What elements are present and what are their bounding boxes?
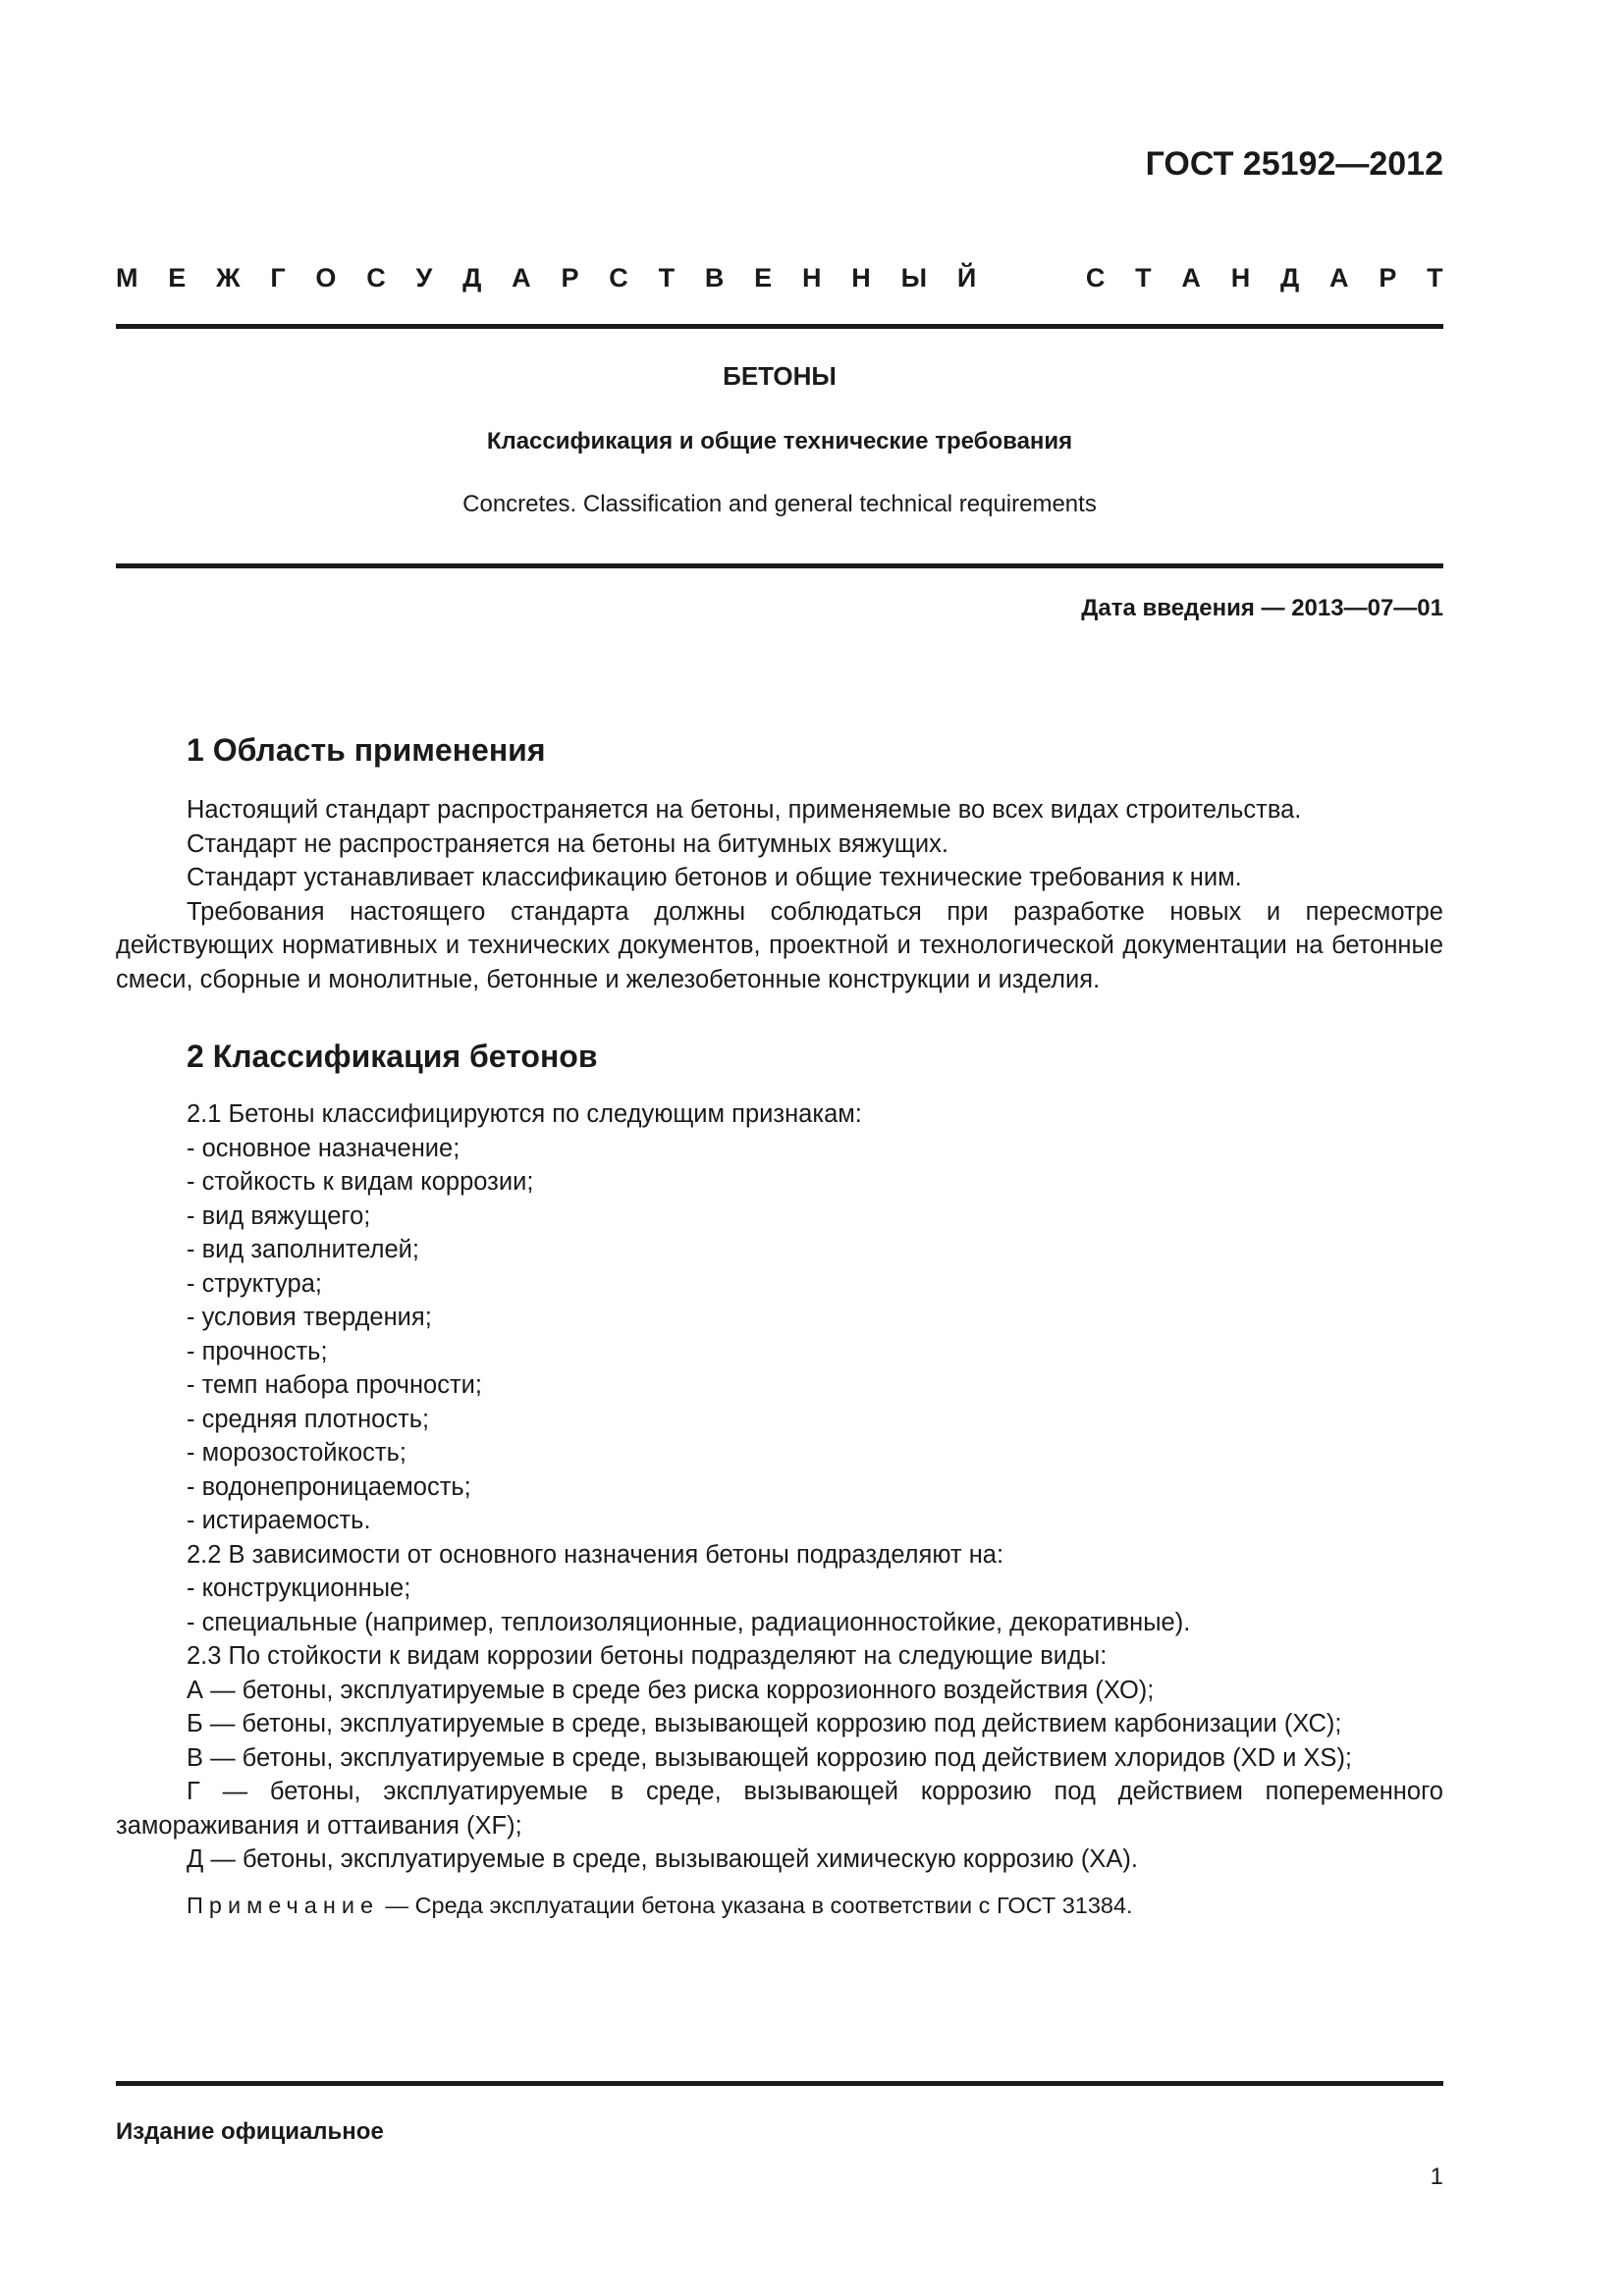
banner-letter: Е <box>168 263 187 293</box>
note-label: Примечание <box>187 1892 380 1918</box>
corrosion-type-a: А — бетоны, эксплуатируемые в среде без риска коррозионного воздействия (ХО); <box>187 1676 1155 1704</box>
list-item: - вид заполнителей; <box>187 1236 419 1263</box>
list-item: - условия твердения; <box>187 1304 432 1331</box>
banner-letter: Р <box>561 263 579 293</box>
banner-letter: Ж <box>216 263 241 293</box>
document-title: БЕТОНЫ <box>723 361 837 391</box>
note-text: — Среда эксплуатации бетона указана в соответствии с ГОСТ 31384. <box>379 1892 1133 1918</box>
list-item: - вид вяжущего; <box>187 1201 371 1230</box>
section-2-body <box>116 1097 1443 1922</box>
list-item: - истираемость. <box>187 1507 371 1534</box>
banner-letter: Н <box>1230 263 1251 293</box>
interstate-standard-banner <box>116 263 1443 294</box>
banner-letter: Р <box>1379 263 1397 293</box>
list-item: - темп набора прочности; <box>187 1371 482 1399</box>
standard-number: ГОСТ 25192—2012 <box>1145 145 1443 183</box>
corrosion-type-g: Г — бетоны, эксплуатируемые в среде, вызывающей коррозию под действием попеременного замораживания и оттаивания (XF); <box>116 1778 1443 1840</box>
banner-letter: О <box>315 263 337 293</box>
footer-rule <box>116 2081 1443 2086</box>
paragraph: Требования настоящего стандарта должны соблюдаться при разработке новых и пересмотре действующих нормативных и технических документов, проектной и технологической документации на бетонные смеси, сборные и монолитные, бетонные и железобетонные конструкции и изделия. <box>116 897 1443 993</box>
section-2-heading: 2 Классификация бетонов <box>187 1039 598 1074</box>
title-rule <box>116 563 1443 568</box>
introduction-date: Дата введения — 2013—07—01 <box>1081 595 1443 621</box>
note <box>116 1889 1443 1923</box>
clause-2-1: 2.1 Бетоны классифицируются по следующим признакам: <box>187 1100 862 1128</box>
banner-letter: Г <box>270 263 286 293</box>
banner-letter: В <box>704 263 725 293</box>
corrosion-type-b: Б — бетоны, эксплуатируемые в среде, вызывающей коррозию под действием карбонизации (ХС); <box>187 1710 1342 1737</box>
list-item: - конструкционные; <box>187 1575 411 1602</box>
document-subtitle: Классификация и общие технические требования <box>486 428 1073 454</box>
banner-letter: Т <box>1135 263 1152 293</box>
list-item: - структура; <box>187 1269 322 1298</box>
list-item: - водонепроницаемость; <box>187 1472 471 1501</box>
banner-letter: А <box>1181 263 1201 293</box>
page-number: 1 <box>1430 2163 1443 2190</box>
banner-letter: Й <box>956 263 977 293</box>
section-1-heading: 1 Область применения <box>187 732 546 768</box>
banner-letter: А <box>512 263 531 293</box>
banner-letter: С <box>609 263 628 293</box>
section-1-body <box>116 793 1443 996</box>
list-item: - морозостойкость; <box>187 1439 406 1467</box>
banner-letter: Ы <box>900 263 928 293</box>
clause-2-3: 2.3 По стойкости к видам коррозии бетоны подразделяют на следующие виды: <box>187 1642 1108 1670</box>
top-rule <box>116 324 1443 329</box>
clause-2-2: 2.2 В зависимости от основного назначения бетоны подразделяют на: <box>187 1540 1004 1569</box>
banner-letter: Т <box>1427 263 1443 293</box>
banner-letter: Т <box>658 263 676 293</box>
corrosion-type-d: Д — бетоны, эксплуатируемые в среде, вызывающей химическую коррозию (ХА). <box>187 1845 1138 1873</box>
banner-letter: Н <box>801 263 822 293</box>
banner-letter: С <box>1085 263 1106 293</box>
banner-letter: Н <box>851 263 871 293</box>
paragraph: Стандарт устанавливает классификацию бетонов и общие технические требования к ним. <box>187 864 1242 891</box>
banner-gap <box>1006 263 1056 294</box>
list-item: - основное назначение; <box>187 1134 460 1162</box>
list-item: - прочность; <box>187 1337 328 1365</box>
paragraph: Стандарт не распространяется на бетоны на битумных вяжущих. <box>187 829 948 858</box>
banner-letter: М <box>116 263 138 293</box>
document-subtitle-english: Concretes. Classification and general technical requirements <box>462 491 1097 517</box>
banner-letter: Д <box>462 263 482 293</box>
paragraph: Настоящий стандарт распространяется на бетоны, применяемые во всех видах строительства. <box>187 796 1302 824</box>
list-item: - стойкость к видам коррозии; <box>187 1168 534 1196</box>
list-item: - специальные (например, теплоизоляционные, радиационностойкие, декоративные). <box>187 1608 1191 1636</box>
official-edition-label: Издание официальное <box>116 2118 384 2145</box>
banner-letter: Е <box>754 263 773 293</box>
banner-letter: Д <box>1280 263 1300 293</box>
corrosion-type-v: В — бетоны, эксплуатируемые в среде, вызывающей коррозию под действием хлоридов (XD и XS); <box>187 1743 1353 1772</box>
banner-letter: У <box>415 263 433 293</box>
list-item: - средняя плотность; <box>187 1405 430 1433</box>
banner-letter: А <box>1329 263 1349 293</box>
banner-letter: С <box>366 263 386 293</box>
